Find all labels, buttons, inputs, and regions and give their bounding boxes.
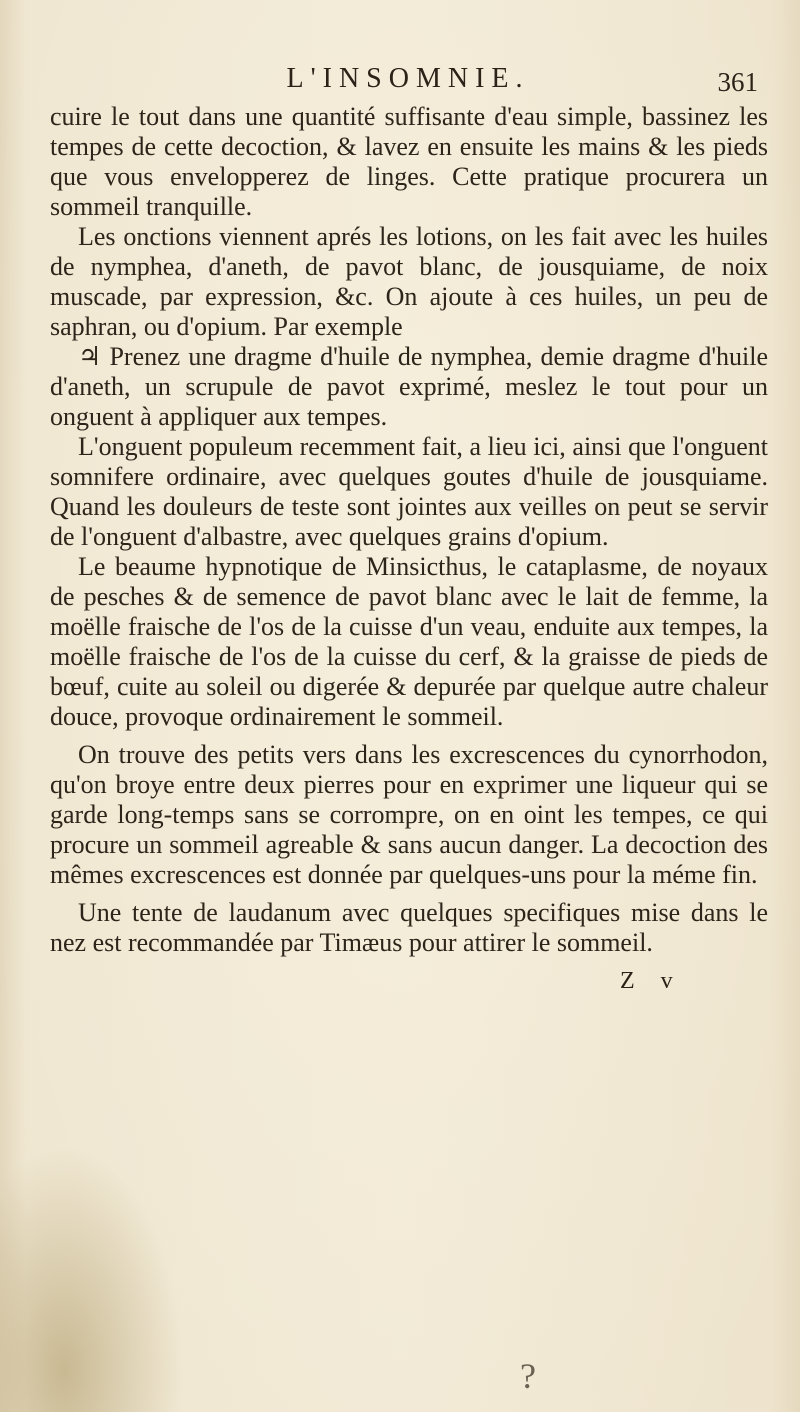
page-number: 361 (717, 67, 758, 97)
paragraph-beaume: Le beaume hypnotique de Minsicthus, le cataplasme, de noyaux de pesches & de semence de pavot blanc avec le lait de femme, la moëlle fraische de l'os de la cuisse d'un veau, enduite aux tempes, la moëlle fraische de l'os de la cuisse du cerf, & la graisse de pieds de bœuf, cuite au soleil ou digerée & depurée par quelque autre chaleur douce, provoque ordinairement le sommeil. (50, 552, 768, 731)
bottom-mark: ? (520, 1356, 536, 1396)
running-title: L'INSOMNIE. (286, 63, 530, 94)
body-text (50, 102, 768, 958)
paragraph-laudanum: Une tente de laudanum avec quelques specifiques mise dans le nez est recommandée par Timæus pour attirer le sommeil. (50, 898, 768, 957)
page-header (58, 63, 758, 103)
paragraph-cynorrhodon: On trouve des petits vers dans les excrescences du cynorrhodon, qu'on broye entre deux pierres pour en exprimer une liqueur qui se garde long-temps sans se corrompre, on en oint les tempes, ce qui procure un sommeil agreable & sans aucun danger. La decoction des mêmes excrescences est donnée par quelques-uns pour la méme fin. (50, 740, 768, 889)
paragraph-washing: cuire le tout dans une quantité suffisante d'eau simple, bassinez les tempes de cette decoction, & lavez en ensuite les mains & les pieds que vous envelopperez de linges. Cette pratique procurera un sommeil tranquille. (50, 102, 768, 221)
paragraph-onguent: L'onguent populeum recemment fait, a lieu ici, ainsi que l'onguent somnifere ordinaire, avec quelques goutes d'huile de jousquiame. Quand les douleurs de teste sont jointes aux veilles on peut se servir de l'onguent d'albastre, avec quelques grains d'opium. (50, 432, 768, 551)
paragraph-onctions: Les onctions viennent aprés les lotions, on les fait avec les huiles de nymphea, d'aneth, de pavot blanc, de jousquiame, de noix muscade, par expression, &c. On ajoute à ces huiles, un peu de saphran, ou d'opium. Par exemple (50, 222, 768, 341)
paragraph-recipe: ♃ Prenez une dragme d'huile de nymphea, demie dragme d'huile d'aneth, un scrupule de pavot exprimé, meslez le tout pour un onguent à appliquer aux tempes. (50, 342, 768, 431)
signature-mark: Z v (620, 968, 683, 994)
